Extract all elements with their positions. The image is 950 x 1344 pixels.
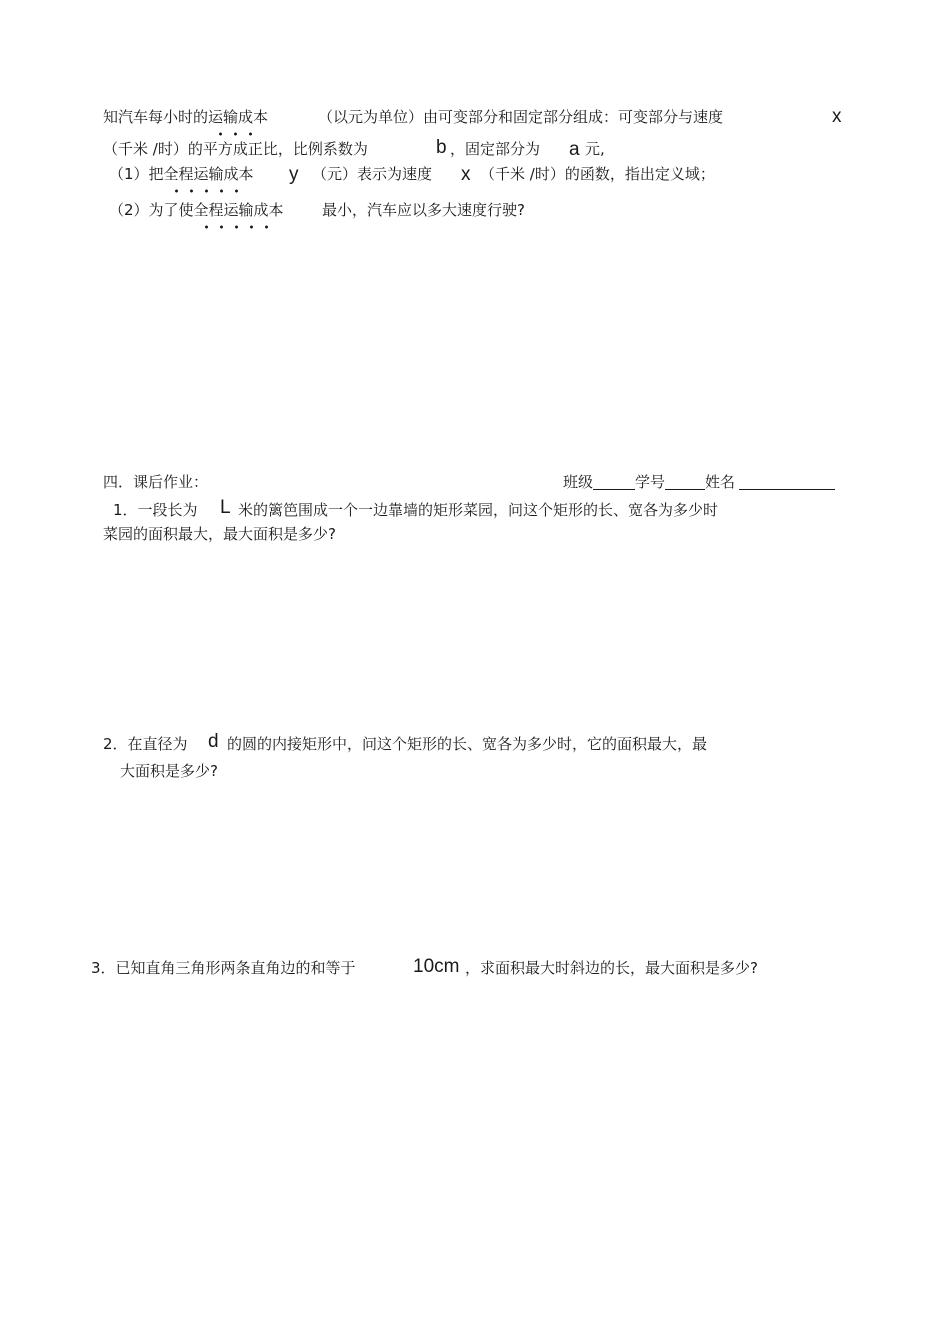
problem-line-2-cont <box>450 139 540 159</box>
homework-heading: 四．课后作业： <box>103 473 209 491</box>
variable-y: y <box>289 164 299 185</box>
homework-q3: 3．已知直角三角形两条直角边的和等于 <box>91 959 356 977</box>
variable-b: b <box>436 137 447 158</box>
variable-x-2: x <box>461 164 471 185</box>
question-2 <box>109 200 284 220</box>
question-1-end: （千米 /时）的函数，指出定义域； <box>480 165 715 183</box>
homework-q2-cont: 的圆的内接矩形中，问这个矩形的长、宽各为多少时，它的面积最大，最 <box>227 735 708 753</box>
text: （以元为单位）由可变部分和固定部分组成：可变部分与速度 <box>318 108 724 126</box>
homework-q2: 2．在直径为 <box>103 735 188 753</box>
question-2-cont: 最小，汽车应以多大速度行驶? <box>322 201 525 219</box>
value-10cm: 10cm <box>413 956 460 977</box>
id-label: 学号 <box>635 473 666 491</box>
text: ，固定部分为 <box>450 140 541 158</box>
variable-d: d <box>208 731 219 752</box>
name-field[interactable] <box>739 474 835 490</box>
variable-L: L <box>220 497 231 518</box>
problem-line-2 <box>103 139 368 159</box>
homework-q1: 1．一段长为 <box>113 501 198 519</box>
problem-line-1-cont <box>318 107 723 127</box>
emphasized-term: 全程运输成本 <box>163 165 254 183</box>
homework-q3-cont: ，求面积最大时斜边的长，最大面积是多少? <box>465 959 758 977</box>
homework-q1-line2: 菜园的面积最大，最大面积是多少? <box>103 525 336 543</box>
text: （2）为了使 <box>109 201 194 219</box>
text: 知汽车每小时的 <box>103 108 209 126</box>
problem-line-1 <box>103 107 268 127</box>
text: （1）把 <box>109 165 164 183</box>
question-1-cont: （元）表示为速度 <box>312 165 433 183</box>
variable-a: a <box>569 139 580 160</box>
question-1 <box>109 164 254 184</box>
id-field[interactable] <box>665 474 705 490</box>
class-label: 班级 <box>563 473 594 491</box>
variable-x: x <box>832 106 842 127</box>
homework-q2-line2: 大面积是多少? <box>120 762 218 780</box>
class-field[interactable] <box>593 474 635 490</box>
emphasized-term: 全程运输成本 <box>193 201 284 219</box>
student-info <box>563 472 835 492</box>
homework-q1-cont: 米的篱笆围成一个一边靠墙的矩形菜园，问这个矩形的长、宽各为多少时 <box>238 501 719 519</box>
emphasized-term: 运输成本 <box>208 108 269 126</box>
name-label: 姓名 <box>705 473 736 491</box>
problem-line-2-end: 元, <box>585 140 605 158</box>
text: （千米 /时）的平方成正比，比例系数为 <box>103 140 368 158</box>
